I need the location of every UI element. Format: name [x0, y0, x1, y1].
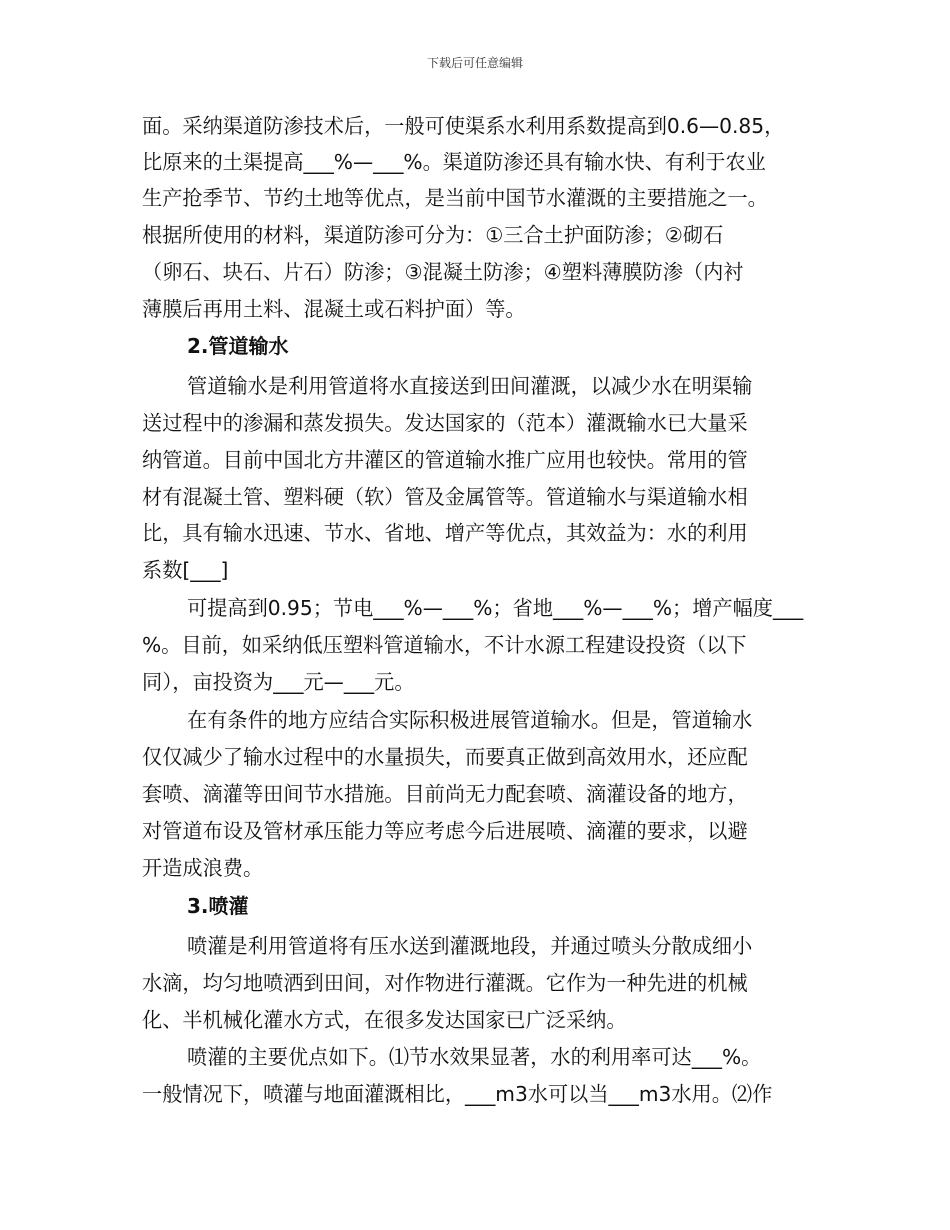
paragraph-line: 喷灌的主要优点如下。⑴节水效果显著，水的利用率可达___%。 — [187, 1045, 762, 1069]
paragraph-line: 系数[___] — [142, 558, 229, 582]
paragraph-line: 水滴，均匀地喷洒到田间，对作物进行灌溉。它作为一种先进的机械 — [142, 971, 748, 995]
paragraph-line: 根据所使用的材料，渠道防渗可分为：①三合土护面防渗；②砌石 — [142, 223, 724, 247]
paragraph-line: 仅仅减少了输水过程中的水量损失，而要真正做到高效用水，还应配 — [142, 745, 748, 769]
paragraph-line: 一般情况下，喷灌与地面灌溉相比，___m3水可以当___m3水用。⑵作 — [142, 1082, 773, 1106]
paragraph-line: 对管道布设及管材承压能力等应考虑今后进展喷、滴灌的要求，以避 — [142, 819, 748, 843]
paragraph-line: 化、半机械化灌水方式，在很多发达国家已广泛采纳。 — [142, 1008, 627, 1032]
paragraph-line: 纳管道。目前中国北方井灌区的管道输水推广应用也较快。常用的管 — [142, 448, 748, 472]
paragraph-line: %。目前，如采纳低压塑料管道输水，不计水源工程建设投资（以下 — [142, 633, 747, 657]
section-heading: 3.喷灌 — [187, 894, 249, 918]
paragraph-line: 管道输水是利用管道将水直接送到田间灌溉，以减少水在明渠输 — [187, 374, 753, 398]
paragraph-line: 面。采纳渠道防渗技术后，一般可使渠系水利用系数提高到0.6—0.85， — [142, 114, 785, 138]
paragraph-line: 开造成浪费。 — [142, 856, 264, 880]
paragraph-line: 同），亩投资为___元—___元。 — [142, 670, 415, 694]
paragraph-line: 送过程中的渗漏和蒸发损失。发达国家的（范本）灌溉输水已大量采 — [142, 411, 748, 435]
paragraph-line: 生产抢季节、节约土地等优点，是当前中国节水灌溉的主要措施之一。 — [142, 186, 768, 210]
paragraph-line: 套喷、滴灌等田间节水措施。目前尚无力配套喷、滴灌设备的地方， — [142, 782, 748, 806]
paragraph-line: 可提高到0.95；节电___%—___%；省地___%—___%；增产幅度___ — [187, 596, 804, 620]
paragraph-line: （卵石、块石、片石）防渗；③混凝土防渗；④塑料薄膜防渗（内衬 — [142, 260, 744, 284]
paragraph-line: 在有条件的地方应结合实际积极进展管道输水。但是，管道输水 — [187, 708, 753, 732]
paragraph-line: 比原来的土渠提高___%—___%。渠道防渗还具有输水快、有利于农业 — [142, 150, 766, 174]
paragraph-line: 喷灌是利用管道将有压水送到灌溉地段，并通过喷头分散成细小 — [187, 934, 753, 958]
page-header: 下载后可任意编辑 — [426, 56, 523, 70]
paragraph-line: 薄膜后再用土料、混凝土或石料护面）等。 — [142, 297, 526, 321]
section-heading: 2.管道输水 — [187, 334, 289, 358]
paragraph-line: 比，具有输水迅速、节水、省地、增产等优点，其效益为：水的利用 — [142, 521, 748, 545]
paragraph-line: 材有混凝土管、塑料硬（软）管及金属管等。管道输水与渠道输水相 — [142, 485, 748, 509]
